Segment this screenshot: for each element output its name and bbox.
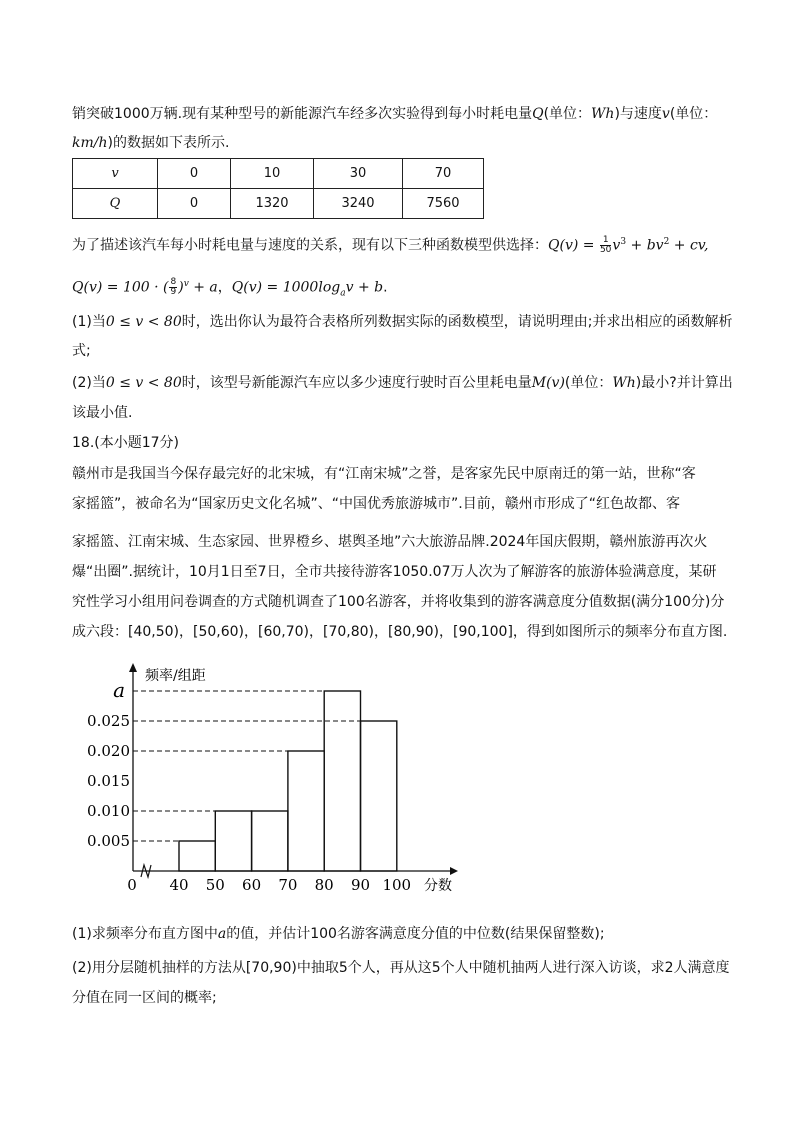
- y-tick-label: 0.010: [87, 802, 130, 820]
- table-cell: 3240: [314, 189, 403, 219]
- axis-break: [141, 865, 151, 877]
- x-tick-label: 50: [205, 876, 225, 894]
- x-tick-label: 40: [169, 876, 189, 894]
- histogram-bar: [324, 691, 360, 871]
- y-tick-label: 0.005: [87, 832, 130, 850]
- histogram-chart: [72, 658, 472, 908]
- problem-18-line: 赣州市是我国当今保存最完好的北宋城，有“江南宋城”之誉，是客家先民中原南迁的第一站，世称“客: [72, 466, 696, 482]
- y-tick-label-a: a: [113, 678, 125, 702]
- question-2-cont: 该最小值.: [72, 405, 133, 421]
- y-tick-label: 0.025: [87, 712, 130, 730]
- problem-18-line: 成六段：[40,50)，[50,60)，[60,70)，[70,80)，[80,90)，[90,100]，得到如图所示的频率分布直方图.: [72, 624, 728, 640]
- y-axis-label: 频率/组距: [145, 668, 206, 684]
- x-tick-label: 60: [242, 876, 262, 894]
- histogram-bar: [179, 841, 215, 871]
- histogram-bar: [288, 751, 324, 871]
- table-cell: v: [73, 159, 158, 189]
- x-tick-label: 90: [350, 876, 371, 894]
- question-1-cont: 式;: [72, 343, 91, 359]
- histogram-bar: [215, 811, 251, 871]
- x-tick-label: 70: [278, 876, 298, 894]
- question-2: (2)当0 ≤ v < 80时，该型号新能源汽车应以多少速度行驶时百公里耗电量M(v)(单位：Wh)最小?并计算出: [72, 375, 733, 391]
- table-cell: 30: [314, 159, 403, 189]
- intro-line-1: 销突破1000万辆.现有某种型号的新能源汽车经多次实验得到每小时耗电量Q(单位：Wh)与速度v(单位：: [72, 106, 718, 122]
- fraction: $\frac{1}{50}$: [599, 235, 612, 256]
- intro-line-2: km/h)的数据如下表所示.: [72, 135, 230, 151]
- x-axis-arrow: [450, 867, 458, 875]
- y-tick-label: 0.020: [87, 742, 130, 760]
- table-cell: Q: [73, 189, 158, 219]
- table-cell: 1320: [231, 189, 314, 219]
- y-tick-label: 0.015: [87, 772, 130, 790]
- problem-18-line: 爆“出圈”.据统计，10月1日至7日，全市共接待游客1050.07万人次为了解游客的旅游体验满意度，某研: [72, 564, 717, 580]
- y-axis-arrow: [129, 663, 137, 672]
- problem-18-line: 家摇篮”，被命名为“国家历史文化名城”、“中国优秀旅游城市”.目前，赣州市形成了“红色故都、客: [72, 496, 680, 512]
- sub-question-2-cont: 分值在同一区间的概率;: [72, 990, 217, 1006]
- x-tick-label: 80: [314, 876, 334, 894]
- problem-18-line: 究性学习小组用问卷调查的方式随机调查了100名游客，并将收集到的游客满意度分值数据(满分100分)分: [72, 594, 725, 610]
- sub-question-1: (1)求频率分布直方图中a的值，并估计100名游客满意度分值的中位数(结果保留整数);: [72, 926, 605, 942]
- table-cell: 70: [403, 159, 484, 189]
- histogram-bar: [252, 811, 288, 871]
- x-tick-label: 100: [382, 876, 412, 894]
- table-cell: 0: [158, 159, 231, 189]
- sub-question-2: (2)用分层随机抽样的方法从[70,90)中抽取5个人，再从这5个人中随机抽两人进行深入访谈，求2人满意度: [72, 960, 730, 976]
- fraction: $\frac{8}{9}$: [170, 277, 177, 298]
- table-cell: 0: [158, 189, 231, 219]
- problem-18-line: 家摇篮、江南宋城、生态家园、世界橙乡、堪舆圣地”六大旅游品牌.2024年国庆假期，赣州旅游再次火: [72, 534, 708, 550]
- models-line-2: Q(v) = 100 · ( $\frac{8}{9}$ )$^v$ + a，$Q(v) = 1000\log_av + b$.: [72, 277, 388, 299]
- data-table: [72, 158, 484, 219]
- table-row: [73, 159, 484, 189]
- table-cell: 10: [231, 159, 314, 189]
- question-1: (1)当0 ≤ v < 80时，选出你认为最符合表格所列数据实际的函数模型，请说明理由;并求出相应的函数解析: [72, 314, 733, 330]
- x-axis-label: 分数: [424, 878, 452, 894]
- histogram-bar: [361, 721, 397, 871]
- origin-label: 0: [127, 876, 137, 894]
- models-line-1: 为了描述该汽车每小时耗电量与速度的关系，现有以下三种函数模型供选择：Q(v) = $\frac{1}{50}$ $v^3 + bv^2$ + cv,: [72, 235, 709, 256]
- table-cell: 7560: [403, 189, 484, 219]
- table-row: [73, 189, 484, 219]
- problem-18-header: 18.(本小题17分): [72, 435, 180, 451]
